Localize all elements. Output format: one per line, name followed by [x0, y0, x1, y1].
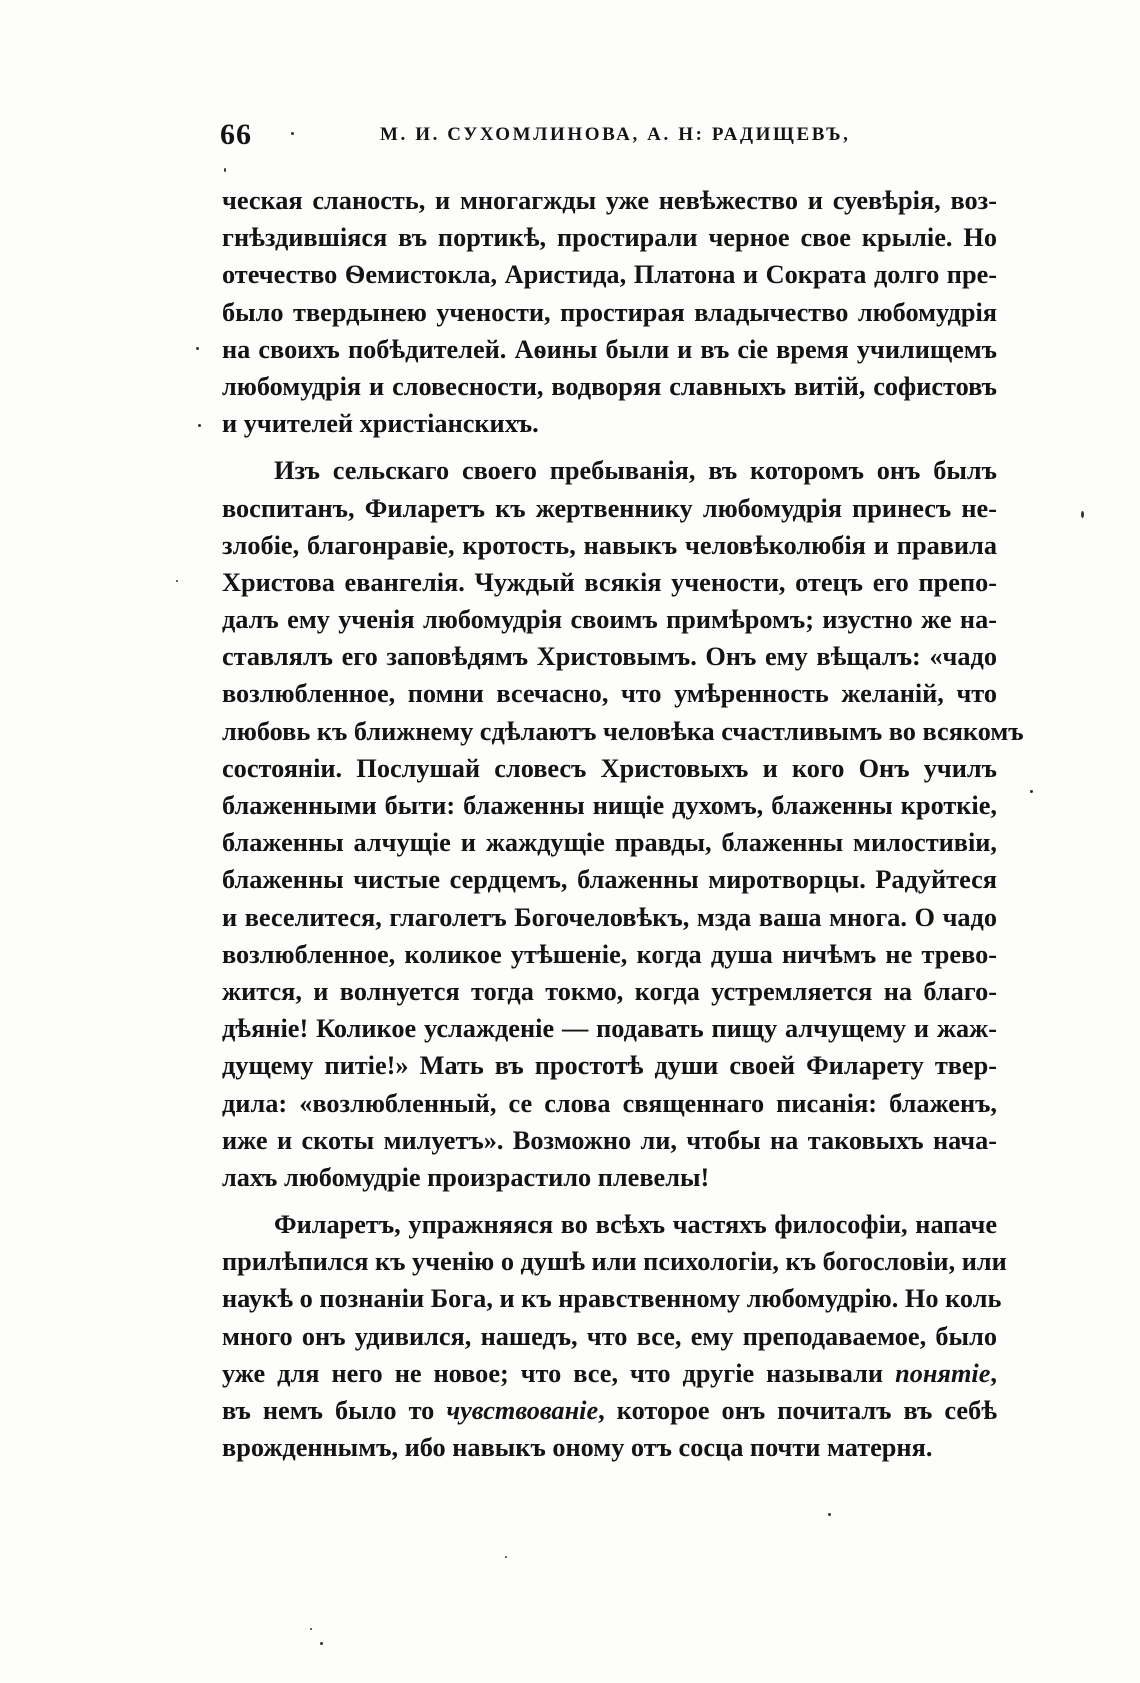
italic-term: понятіе — [895, 1358, 991, 1388]
scan-speck — [505, 1556, 507, 1558]
text-line: прилѣпился къ ученію о душѣ или психологіи, къ богословіи, или — [222, 1247, 1007, 1277]
scan-speck — [828, 1513, 831, 1516]
text-line: лахъ любомудріе произрастило плевелы! — [222, 1162, 710, 1192]
text-line: отечество Ѳемистокла, Аристида, Платона и Сократа долго пре- — [222, 260, 997, 290]
text-line: гнѣздившіяся въ портикѣ, простирали черное свое крыліе. Но — [222, 223, 997, 253]
text-line: ставлялъ его заповѣдямъ Христовымъ. Онъ ему вѣщалъ: «чадо — [222, 642, 997, 672]
text-line: на своихъ побѣдителей. Аѳины были и въ сіе время училищемъ — [222, 334, 997, 364]
text-line: уже для него не новое; что все, что другіе называли понятіе, — [222, 1358, 997, 1388]
running-title: М. И. СУХОМЛИНОВА, А. Н: РАДИЩЕВЪ, — [380, 124, 851, 145]
paragraph — [222, 1206, 1007, 1466]
text-line: состояніи. Послушай словесъ Христовыхъ и кого Онъ училъ — [222, 753, 997, 783]
text-line: далъ ему ученія любомудрія своимъ примѣромъ; изустно же на- — [222, 605, 997, 635]
scan-speck — [310, 1628, 312, 1630]
text-line: блаженными быти: блаженны нищіе духомъ, блаженны кроткіе, — [222, 791, 997, 820]
paragraph-gap — [222, 442, 997, 452]
text-line: врожденнымъ, ибо навыкъ оному отъ сосца почти матерня. — [222, 1433, 933, 1463]
page-number: 66 — [220, 118, 252, 151]
scan-speck — [320, 1642, 323, 1645]
text-line: дущему питіе!» Мать въ простотѣ души своей Филарету твер- — [222, 1051, 997, 1081]
scan-speck — [1030, 790, 1033, 793]
text-line: Христова евангелія. Чуждый всякія учености, отецъ его препо- — [222, 567, 997, 597]
italic-term: чувствованіе — [446, 1396, 599, 1425]
text-line: возлюбленное, помни всечасно, что умѣренность желаній, что — [222, 679, 997, 709]
paragraph — [222, 452, 1024, 1196]
text-line: блаженны алчущіе и жаждущіе правды, блаженны милостивіи, — [222, 828, 997, 858]
running-head — [220, 118, 985, 158]
text-line: ческая сланость, и многагжды уже невѣжество и суевѣрія, воз- — [222, 186, 997, 215]
text-line: и учителей христіанскихъ. — [222, 409, 539, 439]
text-line: много онъ удивился, нашедъ, что все, ему преподаваемое, было — [222, 1321, 997, 1351]
scan-speck — [198, 424, 201, 427]
scan-speck — [196, 347, 199, 350]
text-line: дѣяніе! Коликое услажденіе — подавать пищу алчущему и жаж- — [222, 1014, 997, 1044]
body-text — [222, 182, 1024, 1466]
text-line: возлюбленное, коликое утѣшеніе, когда душа ничѣмъ не трево- — [222, 939, 997, 969]
text-line: злобіе, благонравіе, кротость, навыкъ человѣколюбія и правила — [222, 530, 997, 560]
text-line: блаженны чистые сердцемъ, блаженны миротворцы. Радуйтеся — [222, 865, 997, 895]
paragraph-gap — [222, 1196, 997, 1206]
text-line: наукѣ о познаніи Бога, и къ нравственному любомудрію. Но коль — [222, 1284, 1002, 1314]
text-line: въ немъ было то чувствованіе, которое онъ почиталъ въ себѣ — [222, 1396, 997, 1425]
text-line: Изъ сельскаго своего пребыванія, въ которомъ онъ былъ — [274, 456, 997, 486]
text-line: и веселитеся, глаголетъ Богочеловѣкъ, мзда ваша многа. О чадо — [222, 902, 997, 932]
text-line: любомудрія и словесности, водворяя славныхъ витій, софистовъ — [222, 371, 997, 401]
scan-speck — [291, 132, 294, 135]
text-line: было твердынею учености, простирая владычество любомудрія — [222, 297, 997, 327]
paragraph — [222, 182, 997, 442]
scan-speck — [176, 580, 178, 582]
text-line: Филаретъ, упражняяся во всѣхъ частяхъ философіи, напаче — [274, 1210, 997, 1240]
text-line: любовь къ ближнему сдѣлаютъ человѣка счастливымъ во всякомъ — [222, 716, 1024, 746]
text-line: дила: «возлюбленный, се слова священнаго писанія: блаженъ, — [222, 1088, 997, 1118]
text-line: воспитанъ, Филаретъ къ жертвеннику любомудрія принесъ не- — [222, 493, 997, 523]
scan-speck — [224, 168, 226, 172]
text-line: иже и скоты милуетъ». Возможно ли, чтобы на таковыхъ нача- — [222, 1125, 997, 1155]
text-line: жится, и волнуется тогда токмо, когда устремляется на благо- — [222, 976, 997, 1006]
scan-speck — [1081, 511, 1084, 518]
